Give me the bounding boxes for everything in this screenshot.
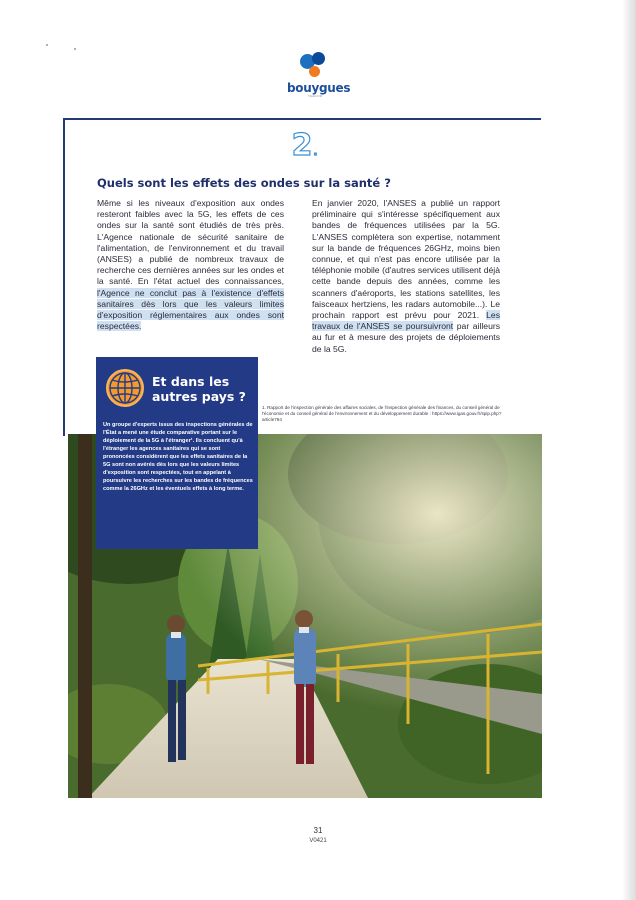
scan-shadow: [622, 0, 636, 900]
box-title: Et dans les autres pays ?: [152, 374, 246, 404]
scan-speck: [46, 44, 48, 46]
right-column-text: [312, 198, 500, 355]
logo-mark: [298, 50, 332, 80]
globe-icon: [104, 367, 146, 414]
bouygues-logo: [287, 50, 351, 98]
walker-left: [166, 615, 186, 762]
frame-top-rule: [63, 118, 541, 120]
left-highlight: l'Agence ne conclut pas à l'existence d'effets sanitaires dès lors que les valeurs limites d'exposition réglementaires aux ondes sont respectées.: [97, 287, 284, 332]
page-number: 31: [313, 826, 323, 835]
box-text: Un groupe d'experts issus des inspections générales de l'État a mené une étude comparative portant sur le déploiement de la 5G à l'étranger¹. Ils concluent qu'à l'étranger les agences sanitaires qui se sont prononcées considèrent que les effets sanitaires de la 5G sont non avérés dès lors que les valeurs limites d'exposition sont respectées, tout en appelant à poursuivre les recherches sur les bandes de fréquences comme la 26GHz et les éventuels effets à long terme.: [103, 422, 253, 492]
right-body: En janvier 2020, l'ANSES a publié un rapport préliminaire qui s'intéresse spécifiquement aux bandes de fréquences utilisées par la 5G. L'ANSES complètera son expertise, notamment sur la bande de fréquences 26GHz, moins bien connue, et qui n'est pas encore utilisée par la téléphonie mobile (d'autres services utilisent déjà cette bande depuis des années, comme les scanners d'aéroports, les stations satellites, les faisceaux hertziens, les radars automobile...). Le prochain rapport est prévu pour 2021.: [312, 198, 500, 321]
frame-left-rule: [63, 118, 65, 436]
scan-speck: [74, 48, 76, 50]
document-reference: V0421: [309, 838, 327, 844]
section-heading: Quels sont les effets des ondes sur la santé ?: [97, 176, 391, 190]
left-body: Même si les niveaux d'exposition aux ondes resteront faibles avec la 5G, les effets de ces ondes sur la santé sont étudiés de très près. L'Agence nationale de sécurité sanitaire de l'alimentation, de l'environnement et du travail (ANSES) a publié de nombreux travaux de recherche ces dernières années sur les ondes et la santé. En l'état actuel des connaissances,: [97, 198, 284, 287]
logo-subtitle: TELECOM: [307, 94, 323, 98]
right-highlight: Les travaux de l'ANSES se poursuivront: [312, 310, 500, 332]
left-column-text: [97, 198, 284, 332]
right-body-end: par ailleurs au fur et à mesure des projets de déploiements de la 5G.: [312, 321, 501, 354]
section-number: 2.: [291, 128, 319, 163]
footnote: 1. Rapport de l'inspection générale des affaires sociales, de l'inspection générale des finances, du conseil général de l'économie et du conseil général de l'environnement et du développement durable : https://www.igas.gouv.fr/spip.php?article794: [262, 405, 502, 422]
logo-wordmark: bouygues: [287, 81, 351, 95]
other-countries-box: [96, 357, 258, 549]
